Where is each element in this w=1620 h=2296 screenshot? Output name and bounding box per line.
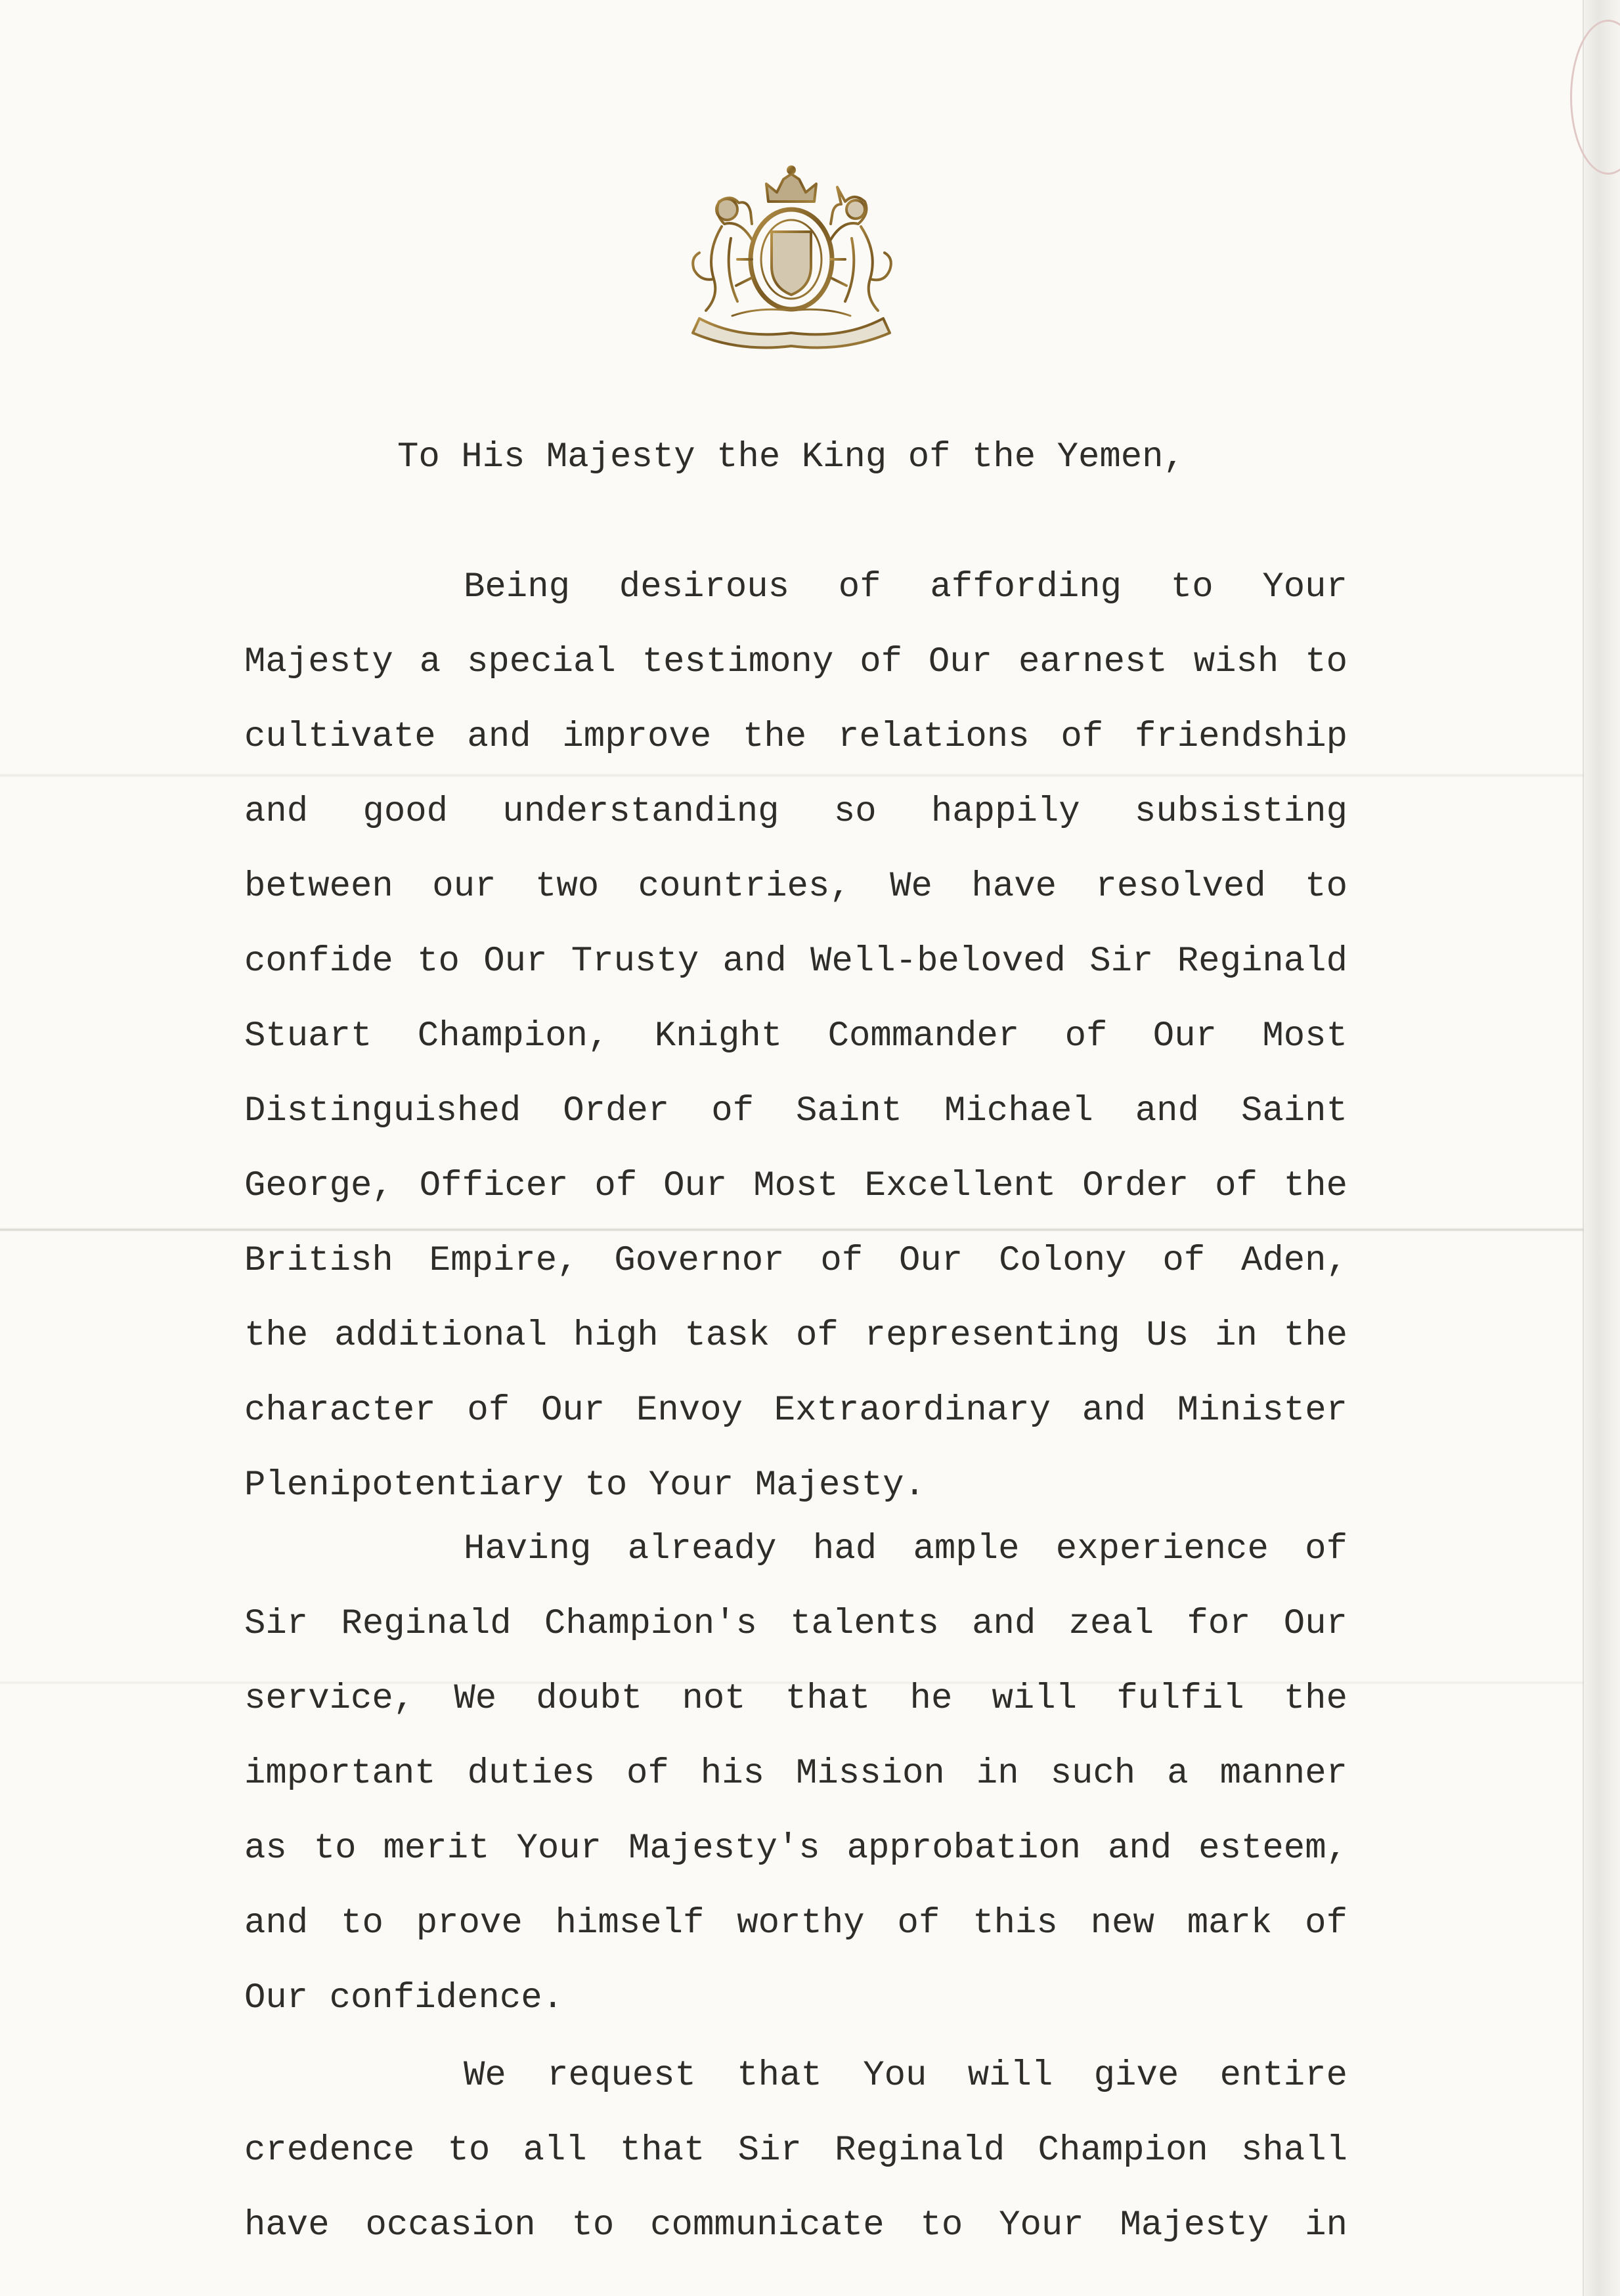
text-line: Majesty a special testimony of Our earnest wish to bbox=[244, 642, 1347, 682]
salutation: To His Majesty the King of the Yemen, bbox=[397, 437, 1185, 477]
text-line: Sir Reginald Champion's talents and zeal for Our bbox=[244, 1604, 1347, 1644]
paragraph-3 bbox=[244, 2039, 1347, 2263]
text-line: important duties of his Mission in such a manner bbox=[244, 1754, 1347, 1794]
text-line: credence to all that Sir Reginald Champion shall bbox=[244, 2131, 1347, 2171]
text-line: Being desirous of affording to Your bbox=[464, 567, 1347, 607]
paper-edge bbox=[1583, 0, 1620, 2296]
text-line: Our confidence. bbox=[244, 1978, 564, 2018]
text-line: the additional high task of representing Us in the bbox=[244, 1316, 1347, 1356]
text-line: confide to Our Trusty and Well-beloved Sir Reginald bbox=[244, 942, 1347, 982]
text-line: Stuart Champion, Knight Commander of Our Most bbox=[244, 1016, 1347, 1056]
text-line: service, We doubt not that he will fulfil the bbox=[244, 1679, 1347, 1719]
text-line: British Empire, Governor of Our Colony of Aden, bbox=[244, 1241, 1347, 1281]
text-line: and to prove himself worthy of this new mark of bbox=[244, 1903, 1347, 1943]
paragraph-1 bbox=[244, 550, 1347, 1523]
text-line: between our two countries, We have resolved to bbox=[244, 867, 1347, 907]
text-line: have occasion to communicate to Your Majesty in bbox=[244, 2205, 1347, 2245]
text-line: and good understanding so happily subsisting bbox=[244, 792, 1347, 832]
text-line: Having already had ample experience of bbox=[464, 1529, 1347, 1569]
text-line: cultivate and improve the relations of friendship bbox=[244, 717, 1347, 757]
royal-coat-of-arms-icon bbox=[653, 161, 929, 351]
text-line: Distinguished Order of Saint Michael and Saint bbox=[244, 1091, 1347, 1131]
paragraph-2 bbox=[244, 1512, 1347, 2036]
paper-edge-curl bbox=[1570, 20, 1620, 175]
text-line: We request that You will give entire bbox=[464, 2056, 1347, 2096]
text-line: Plenipotentiary to Your Majesty. bbox=[244, 1465, 925, 1505]
text-line: George, Officer of Our Most Excellent Order of the bbox=[244, 1166, 1347, 1206]
text-line: character of Our Envoy Extraordinary and Minister bbox=[244, 1391, 1347, 1431]
text-line: as to merit Your Majesty's approbation and esteem, bbox=[244, 1829, 1347, 1869]
